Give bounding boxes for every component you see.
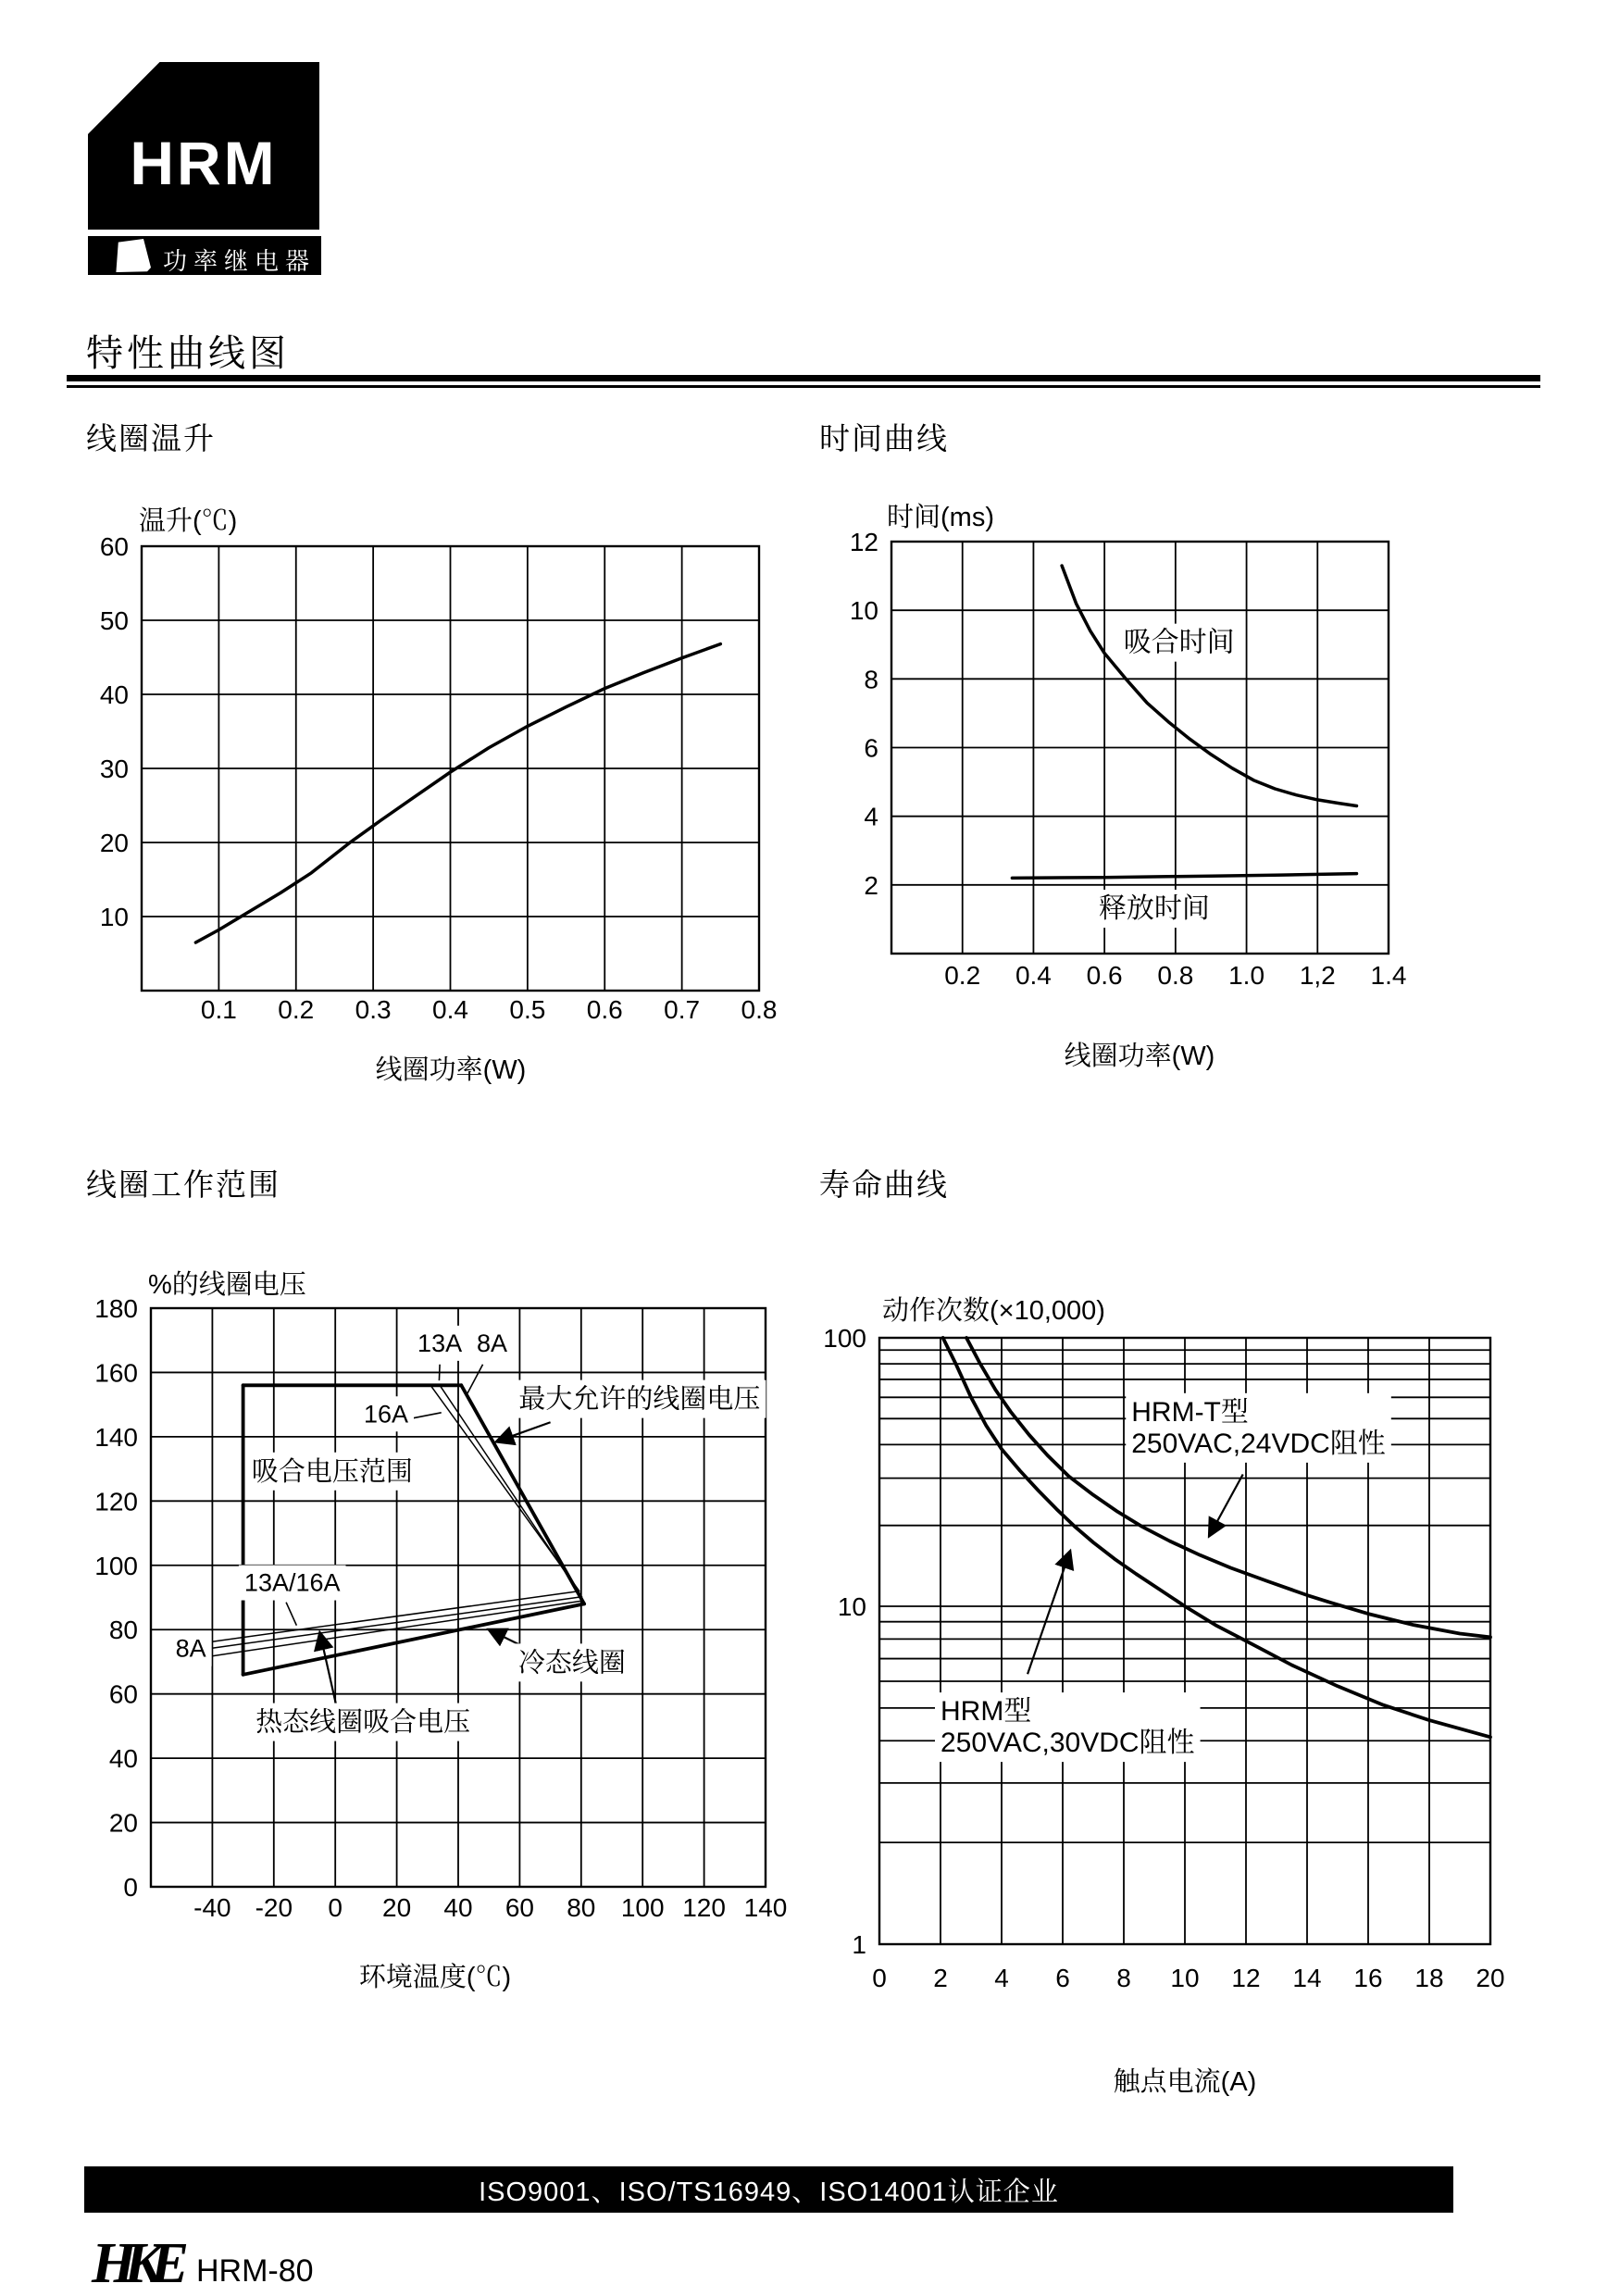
series [1012, 566, 1356, 878]
page-title: 特性曲线图 [86, 333, 290, 374]
svg-text:6: 6 [864, 733, 878, 763]
series-line [966, 1338, 1490, 1637]
series [195, 644, 720, 942]
annotation-label: 16A [363, 1400, 409, 1429]
svg-text:8: 8 [1116, 1964, 1131, 1992]
svg-text:-40: -40 [193, 1893, 231, 1922]
svg-text:2: 2 [864, 870, 878, 900]
svg-text:2: 2 [933, 1964, 948, 1992]
svg-text:动作次数(×10,000): 动作次数(×10,000) [882, 1296, 1105, 1326]
svg-text:线圈功率(W): 线圈功率(W) [1064, 1042, 1215, 1071]
annotation-label: 释放时间 [1098, 893, 1210, 925]
annotation-label: 13A [417, 1329, 463, 1357]
footer-doc-ref: HRM-80 [196, 2253, 314, 2289]
chart-life-curves [823, 1295, 1504, 2097]
brand-logo-text: HRM [130, 129, 278, 197]
svg-text:10: 10 [849, 596, 878, 626]
svg-text:14: 14 [1292, 1964, 1322, 1992]
svg-text:180: 180 [94, 1294, 138, 1323]
svg-text:12: 12 [1231, 1964, 1261, 1992]
svg-text:16: 16 [1353, 1964, 1383, 1992]
svg-text:触点电流(A): 触点电流(A) [1113, 2067, 1257, 2097]
svg-text:1: 1 [852, 1930, 866, 1959]
svg-text:时间(ms): 时间(ms) [887, 503, 994, 532]
svg-text:160: 160 [94, 1358, 138, 1388]
svg-text:1.4: 1.4 [1370, 961, 1407, 990]
chart-coil-operating-range [94, 1269, 787, 1992]
svg-text:-20: -20 [255, 1893, 293, 1922]
svg-text:10: 10 [99, 903, 129, 931]
svg-text:120: 120 [682, 1893, 726, 1922]
tick-labels [100, 532, 778, 1024]
series-line [195, 644, 720, 942]
series-line [1062, 566, 1356, 806]
chart-coil-temperature-rise [100, 505, 778, 1085]
annotation-label: 吸合时间 [1123, 627, 1235, 658]
svg-text:%的线圈电压: %的线圈电压 [148, 1270, 306, 1300]
annotations [170, 1326, 766, 1741]
section-title-coil-temperature-rise: 线圈温升 [86, 421, 216, 455]
annotation-label: 热态线圈吸合电压 [255, 1707, 471, 1738]
annotation-label: 冷态线圈 [517, 1648, 626, 1678]
svg-text:40: 40 [108, 1744, 138, 1774]
annotation-label: HRM型 250VAC,30VDC阻性 [941, 1696, 1195, 1759]
svg-text:0.1: 0.1 [200, 995, 237, 1024]
svg-text:0.3: 0.3 [355, 995, 392, 1024]
series-line [1012, 874, 1356, 879]
svg-text:60: 60 [505, 1893, 534, 1922]
series-line [461, 1385, 584, 1603]
annotation-label: 最大允许的线圈电压 [518, 1384, 761, 1415]
svg-text:0.2: 0.2 [278, 995, 315, 1024]
svg-text:4: 4 [864, 802, 878, 831]
section-title-life-curves: 寿命曲线 [819, 1167, 949, 1202]
svg-text:100: 100 [823, 1324, 866, 1353]
svg-text:60: 60 [99, 532, 129, 561]
svg-text:60: 60 [108, 1679, 138, 1709]
svg-text:1.0: 1.0 [1228, 961, 1265, 990]
svg-text:18: 18 [1414, 1964, 1444, 1992]
annotation-label: HRM-T型 250VAC,24VDC阻性 [1131, 1396, 1386, 1459]
svg-text:环境温度(℃): 环境温度(℃) [358, 1963, 512, 1992]
annotation-label: 13A/16A [243, 1568, 341, 1597]
series-line [206, 1597, 582, 1649]
svg-text:10: 10 [837, 1592, 866, 1621]
svg-text:0.4: 0.4 [432, 995, 468, 1024]
svg-text:10: 10 [1170, 1964, 1200, 1992]
brand-tagline: 功率继电器 [163, 247, 317, 275]
svg-text:0.5: 0.5 [509, 995, 546, 1024]
annotation-label: 8A [175, 1634, 206, 1663]
svg-text:80: 80 [108, 1616, 138, 1645]
section-title-coil-operating-range: 线圈工作范围 [86, 1167, 280, 1202]
section-title-time-curves: 时间曲线 [819, 421, 949, 455]
svg-text:120: 120 [94, 1487, 138, 1516]
svg-text:0.6: 0.6 [586, 995, 623, 1024]
footer-certification-bar [84, 2166, 1453, 2213]
svg-text:20: 20 [382, 1893, 412, 1922]
svg-text:12: 12 [849, 528, 878, 556]
svg-text:50: 50 [99, 606, 129, 635]
annotation-label: 吸合电压范围 [251, 1456, 413, 1487]
svg-text:0.8: 0.8 [741, 995, 778, 1024]
svg-text:线圈功率(W): 线圈功率(W) [375, 1055, 527, 1085]
svg-text:40: 40 [443, 1893, 473, 1922]
svg-text:40: 40 [99, 680, 129, 709]
svg-text:80: 80 [567, 1893, 596, 1922]
chart-time-curves [850, 502, 1407, 1071]
svg-text:20: 20 [1476, 1964, 1505, 1992]
svg-text:0: 0 [872, 1964, 887, 1992]
svg-text:0: 0 [328, 1893, 343, 1922]
svg-text:0.8: 0.8 [1157, 961, 1194, 990]
svg-text:6: 6 [1055, 1964, 1070, 1992]
svg-text:0.6: 0.6 [1086, 961, 1123, 990]
footer-certification-text: ISO9001、ISO/TS16949、ISO14001认证企业 [479, 2177, 1059, 2207]
svg-text:30: 30 [99, 755, 129, 783]
svg-text:140: 140 [743, 1893, 788, 1922]
footer-brand-logo: HKE [92, 2233, 190, 2296]
svg-text:1,2: 1,2 [1299, 961, 1336, 990]
annotations [1093, 624, 1240, 928]
svg-text:0.7: 0.7 [664, 995, 701, 1024]
svg-text:4: 4 [994, 1964, 1009, 1992]
svg-text:8: 8 [864, 665, 878, 694]
svg-text:0: 0 [123, 1873, 138, 1902]
grid [142, 546, 759, 991]
svg-text:温升(℃): 温升(℃) [139, 506, 238, 536]
svg-text:100: 100 [94, 1551, 138, 1580]
svg-text:140: 140 [94, 1422, 138, 1452]
svg-text:0.2: 0.2 [944, 961, 981, 990]
svg-text:0.4: 0.4 [1015, 961, 1052, 990]
annotation-label: 8A [477, 1329, 508, 1357]
svg-text:20: 20 [99, 829, 129, 857]
svg-text:20: 20 [108, 1808, 138, 1838]
svg-text:100: 100 [620, 1893, 665, 1922]
